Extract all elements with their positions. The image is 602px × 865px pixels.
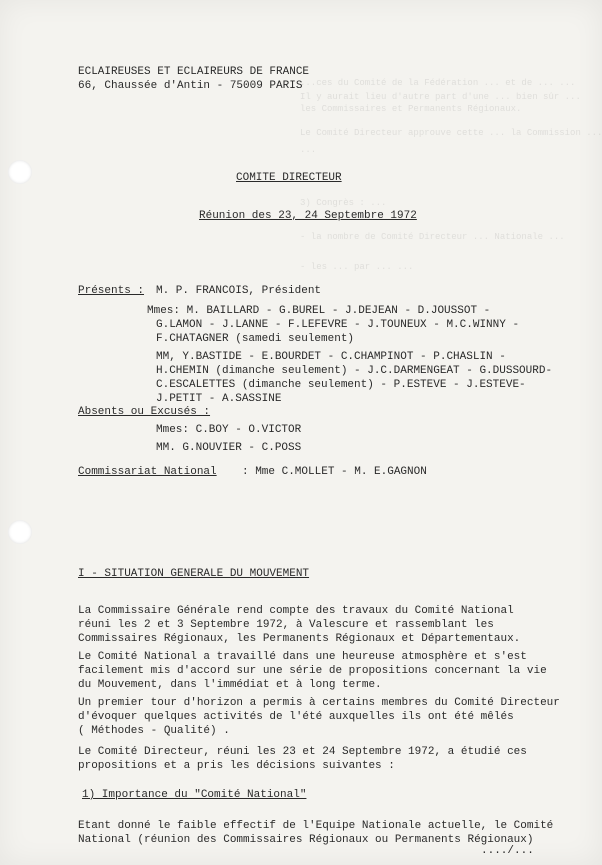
paragraph-line: La Commissaire Générale rend compte des travaux du Comité National [78, 605, 514, 617]
bleed-through-line: Il y aurait lieu d'autre part d'une ... bien sûr ... [300, 92, 581, 102]
punch-hole [8, 160, 32, 184]
attendee-line: J.PETIT - A.SASSINE [156, 393, 282, 405]
absent-line: MM. G.NOUVIER - C.POSS [156, 442, 302, 454]
bleed-through-line: 3) Congrès : ... [300, 198, 387, 208]
paragraph-line: du Mouvement, dans l'immédiat et à long terme. [78, 679, 382, 691]
paragraph-line: ( Méthodes - Qualité) . [78, 725, 230, 737]
paragraph-line: Un premier tour d'horizon a permis à certains membres du Comité Directeur [78, 697, 560, 709]
org-address: 66, Chaussée d'Antin - 75009 PARIS [78, 80, 303, 92]
paragraph-line: d'évoquer quelques activités de l'été auxquelles ils ont été mêlés [78, 711, 514, 723]
bleed-through-line: ... [300, 145, 317, 155]
paragraph-line: Le Comité National a travaillé dans une heureuse atmosphère et s'est [78, 651, 527, 663]
continuation-mark: ..../... [481, 845, 534, 857]
attendee-line: C.ESCALETTES (dimanche seulement) - P.ESTEVE - J.ESTEVE- [156, 379, 526, 391]
punch-hole [8, 520, 32, 544]
absent-label: Absents ou Excusés : [78, 406, 211, 418]
meeting-date: Réunion des 23, 24 Septembre 1972 [199, 210, 417, 222]
attendee-line: F.CHATAGNER (samedi seulement) [156, 333, 355, 345]
section-heading: I - SITUATION GENERALE DU MOUVEMENT [78, 568, 310, 580]
bleed-through-line: Le Comité Directeur approuve cette ... la Commission ... [300, 128, 602, 138]
attendee-line: MM, Y.BASTIDE - E.BOURDET - C.CHAMPINOT - P.CHASLIN - [156, 351, 506, 363]
subsection-heading: 1) Importance du "Comité National" [82, 789, 307, 801]
paragraph-line: réuni les 2 et 3 Septembre 1972, à Valescure et rassemblant les [78, 619, 494, 631]
attendee-line: H.CHEMIN (dimanche seulement) - J.C.DARMENGEAT - G.DUSSOURD- [156, 365, 553, 377]
present-label: Présents : [78, 285, 145, 297]
attendee-line: Mmes: M. BAILLARD - G.BUREL - J.DEJEAN - D.JOUSSOT - [147, 305, 491, 317]
paragraph-line: propositions et a pris les décisions suivantes : [78, 760, 395, 772]
commissariat-label: Commissariat National [78, 466, 217, 478]
bleed-through-line: les Commissaires et Permanents Régionaux. [300, 104, 522, 114]
bleed-through-line: - la nombre de Comité Directeur ... Nationale ... [300, 232, 565, 242]
paragraph-line: National (réunion des Commissaires Régionaux ou Permanents Régionaux) [78, 834, 534, 846]
commissariat-names: : Mme C.MOLLET - M. E.GAGNON [242, 466, 427, 478]
absent-line: Mmes: C.BOY - O.VICTOR [156, 424, 302, 436]
org-name: ECLAIREUSES ET ECLAIREURS DE FRANCE [78, 66, 310, 78]
paragraph-line: Commissaires Régionaux, les Permanents Régionaux et Départementaux. [78, 633, 521, 645]
paragraph-line: Le Comité Directeur, réuni les 23 et 24 Septembre 1972, a étudié ces [78, 746, 527, 758]
president: M. P. FRANCOIS, Président [156, 285, 322, 297]
bleed-through-line: ...ces du Comité de la Fédération ... et de ... ... [300, 78, 576, 88]
bleed-through-line: - les ... par ... ... [300, 262, 414, 272]
paragraph-line: facilement mis d'accord sur une série de propositions concernant la vie [78, 665, 547, 677]
meeting-title: COMITE DIRECTEUR [236, 172, 342, 184]
paragraph-line: Etant donné le faible effectif de l'Equipe Nationale actuelle, le Comité [78, 820, 554, 832]
attendee-line: G.LAMON - J.LANNE - F.LEFEVRE - J.TOUNEUX - M.C.WINNY - [156, 319, 520, 331]
